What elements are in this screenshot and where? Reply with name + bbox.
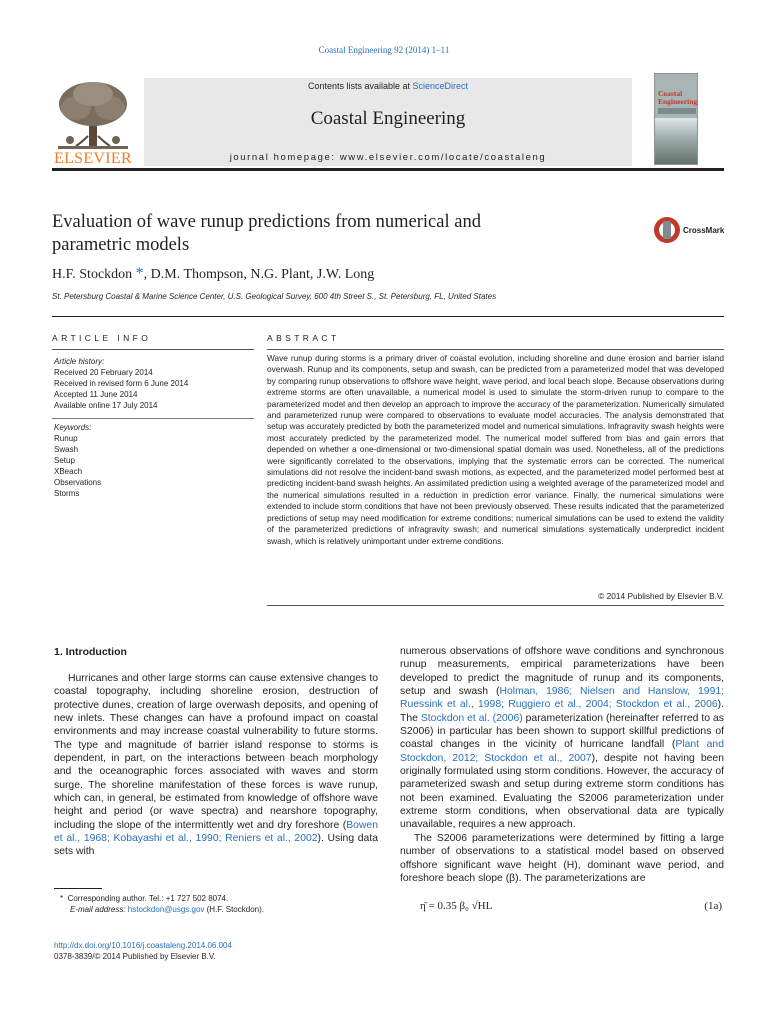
author-first[interactable]: H.F. Stockdon: [52, 267, 133, 282]
article-info-rule: [52, 349, 254, 350]
citation-link[interactable]: Plant and Stockdon, 2012; Stockdon et al., 2007: [400, 739, 724, 764]
article-history: [54, 356, 188, 411]
body-column-left: [54, 672, 378, 859]
paragraph: The S2006 parameterizations were determined by fitting a large number of observations to a statistical model based on observed offshore significant wave height (H), dominant wave period, and foreshore beach slope (β). The parameterizations are: [400, 832, 724, 884]
paragraph-text: Hurricanes and other large storms can cause extensive changes to coastal topography, including shoreline erosion, destruction of protective dunes, creation of large overwash deposits, and opening of new inlets. These changes can have a profound impact on coastal environments and may increase coastal vulnerability to future storms. The type and magnitude of barrier island response to storms is dependent, in part, on the interactions between beach morphology and the oceanographic forces associated with waves and storm surge. The shoreline manifestation of these forces is wave runup, which can, in general, be estimated from knowledge of offshore wave height and period (or wave spectra) and nearshore topography, including the slope of the intermittently wet and dry foreshore (: [54, 673, 378, 831]
header-rule: [52, 168, 724, 171]
title-line-2: parametric models: [52, 235, 190, 255]
paragraph-text: parameterization (hereinafter referred to as S2006) in particular has been shown to support skillful predictions of coastal changes in the vicinity of hurricane landfall (: [400, 712, 724, 751]
equation-number: (1a): [704, 900, 722, 912]
footnote-text: Corresponding author. Tel.: +1 727 502 8074.: [67, 894, 229, 903]
journal-name: Coastal Engineering: [310, 108, 466, 129]
keywords-block: [54, 422, 101, 499]
cover-image: [655, 118, 698, 165]
corresponding-author-marker[interactable]: *: [135, 265, 144, 282]
history-item: Available online 17 July 2014: [54, 401, 158, 410]
footnote-rule: [54, 888, 102, 889]
equation-body: η̄ = 0.35 β₀ √HL: [420, 900, 493, 912]
keyword: Setup: [54, 456, 75, 465]
keywords-label: Keywords:: [54, 423, 92, 432]
paragraph-text: ), despite not having been originally formulated using storm conditions. However, the accuracy of parameterized swash and setup during extreme storm conditions has not been examined. Evaluating the S2006 parameterization under extreme storm conditions, when observational data are typically unavailable, requires a new approach.: [400, 752, 724, 831]
keyword: Runup: [54, 434, 78, 443]
crossmark-label[interactable]: CrossMark: [683, 226, 725, 235]
abstract-text: Wave runup during storms is a primary driver of coastal evolution, including shoreline and dune erosion and barrier island overwash. Runup and its components, setup and swash, can be predicted from a parameterized model that was developed by comparing runup observations to offshore wave height, wave period, and local beach slope. Because observations during extreme storms are often unavailable, a numerical model is used to simulate the storm-driven runup to compare to the parameterized model and then develop an approach to improve the accuracy of the parameterization. Numerically simulated and parameterized runup were compared to observations to evaluate model accuracies. The analysis demonstrated that setup was accurately predicted by both the parameterized model and numerical simulations. Infragravity swash heights were most accurately predicted by the parameterized model. The numerical model suffered from bias and gain errors that depended on whether a one-dimensional or two-dimensional spatial domain was used. Nonetheless, all of the predictions were significantly correlated to the observations, implying that the systematic errors can be corrected. The numerical simulations did not resolve the incident-band swash motions, as expected, and the parameterized model performed best at predicting incident-band swash heights. An assimilated prediction using a weighted average of the parameterized model and the numerical simulations resulted in a reduction in prediction error variance. Finally, the numerical simulations were extended to include storm conditions that have not been previously observed. These results indicated that the parameterized predictions of setup may need modification for extreme conditions; numerical simulations can be used to extend the validity of the parameterized predictions of infragravity swash; and numerical simulations systematically underpredict incident swash, which is relatively unimportant under extreme conditions.: [267, 353, 724, 546]
history-label: Article history:: [54, 357, 105, 366]
journal-homepage[interactable]: journal homepage: www.elsevier.com/locate/coastaleng: [229, 152, 547, 163]
issn-copyright: 0378-3839/© 2014 Published by Elsevier B.V.: [54, 952, 216, 961]
keyword: XBeach: [54, 467, 83, 476]
section-rule: [52, 316, 724, 317]
citation-link[interactable]: Stockdon et al. (2006): [420, 712, 523, 724]
authors-rest: , D.M. Thompson, N.G. Plant, J.W. Long: [143, 267, 375, 282]
footnote-email: [60, 904, 264, 915]
journal-reference[interactable]: Coastal Engineering 92 (2014) 1–11: [318, 45, 450, 55]
keywords-rule: [52, 418, 254, 419]
contents-line: [144, 81, 632, 91]
keyword: Storms: [54, 489, 80, 498]
paragraph: [54, 672, 378, 859]
journal-cover-thumbnail[interactable]: [654, 73, 698, 165]
history-item: Accepted 11 June 2014: [54, 390, 138, 399]
abstract-copyright: © 2014 Published by Elsevier B.V.: [598, 591, 724, 601]
citation-link[interactable]: Bowen et al., 1968; Kobayashi et al., 1990; Reniers et al., 2002: [54, 819, 378, 845]
article-title: [52, 211, 612, 257]
paragraph-text: ). Using data sets with: [54, 833, 378, 858]
citation-link[interactable]: Holman, 1986; Nielsen and Hanslow, 1991; Ruessink et al., 1998; Ruggiero et al., 2004; Stockdon et al., 2006: [400, 686, 725, 711]
author-list: [52, 265, 374, 283]
cover-subtitle-band: [658, 108, 696, 114]
footnote: [60, 893, 264, 915]
paragraph-text: numerous observations of offshore wave conditions and synchronous runup measurements, empirical parameterizations have been developed to predict the magnitude of runup and its components, setup and swash (: [400, 646, 724, 698]
body-column-right: [400, 645, 724, 885]
keyword: Observations: [54, 478, 102, 487]
abstract-heading: ABSTRACT: [267, 333, 340, 343]
email-suffix: (H.F. Stockdon).: [204, 905, 264, 914]
section-heading-introduction: 1. Introduction: [54, 646, 127, 658]
cover-title: Coastal Engineering: [658, 89, 698, 106]
paragraph: [400, 645, 724, 832]
paragraph-text: ). The: [400, 699, 724, 724]
affiliation: St. Petersburg Coastal & Marine Science Center, U.S. Geological Survey, 600 4th Street S., St. Petersburg, FL, United States: [52, 292, 497, 301]
article-info-heading: ARTICLE INFO: [52, 333, 152, 343]
history-item: Received 20 February 2014: [54, 368, 153, 377]
email-link[interactable]: hstockdon@usgs.gov: [127, 905, 205, 914]
footnote-corresponding: [60, 893, 264, 904]
history-item: Received in revised form 6 June 2014: [54, 379, 189, 388]
keyword: Swash: [54, 445, 79, 454]
page-bottom-info: [54, 940, 232, 962]
footnote-marker: *: [60, 894, 64, 903]
sciencedirect-link[interactable]: ScienceDirect: [412, 81, 469, 91]
email-label: E-mail address:: [70, 905, 128, 914]
contents-prefix: Contents lists available at: [307, 81, 413, 91]
elsevier-wordmark: ELSEVIER: [54, 150, 132, 167]
doi-link[interactable]: http://dx.doi.org/10.1016/j.coastaleng.2014.06.004: [54, 941, 232, 950]
title-line-1: Evaluation of wave runup predictions from numerical and: [52, 212, 481, 232]
abstract-rule: [267, 349, 724, 350]
abstract-bottom-rule: [267, 605, 724, 606]
